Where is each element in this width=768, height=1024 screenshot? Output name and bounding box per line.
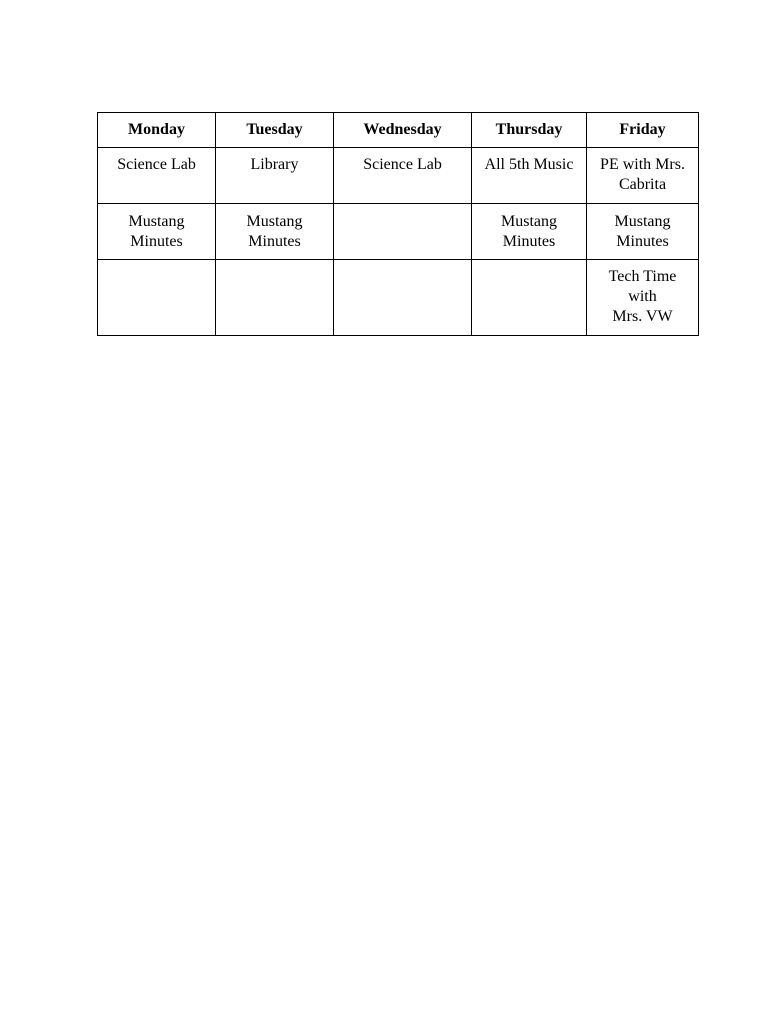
cell-text: Science Lab [117,156,196,173]
table-cell [98,148,216,204]
cell-text: Tech Time with Mrs. VW [608,268,677,325]
table-cell [472,204,587,260]
table-cell [98,260,216,336]
cell-text: Mustang Minutes [501,213,557,250]
cell-text: Library [250,156,299,173]
table-cell [216,260,334,336]
weekly-schedule-table [97,112,699,336]
cell-text: PE with Mrs. Cabrita [600,156,685,193]
table-cell [98,204,216,260]
table-cell [472,148,587,204]
table-row [98,260,699,336]
table-cell [216,204,334,260]
table-cell [334,204,472,260]
table-cell [587,148,699,204]
table-cell [587,260,699,336]
table-row [98,148,699,204]
table-cell [587,204,699,260]
header-thursday: Thursday [472,113,587,148]
cell-text: Science Lab [363,156,442,173]
table-cell [216,148,334,204]
table-cell [334,260,472,336]
table-cell [472,260,587,336]
header-tuesday: Tuesday [216,113,334,148]
cell-text: Mustang Minutes [246,213,303,250]
header-wednesday: Wednesday [334,113,472,148]
table-row [98,204,699,260]
cell-text: Mustang Minutes [614,213,671,250]
cell-text: All 5th Music [484,156,574,173]
table-cell [334,148,472,204]
header-row [98,113,699,148]
header-monday: Monday [98,113,216,148]
header-friday: Friday [587,113,699,148]
cell-text: Mustang Minutes [128,213,185,250]
